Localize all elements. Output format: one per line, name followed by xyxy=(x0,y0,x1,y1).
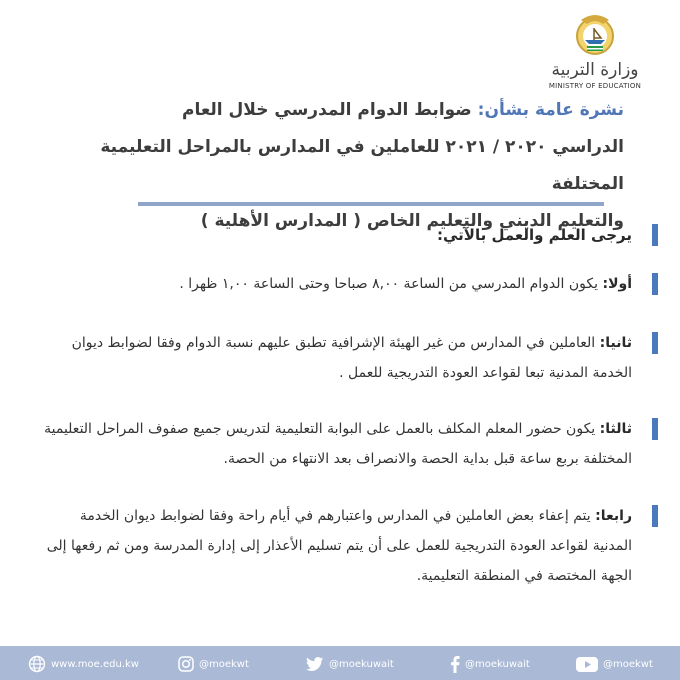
accent-bar xyxy=(652,273,658,295)
accent-bar xyxy=(652,224,658,246)
item-text: يتم إعفاء بعض العاملين في المدارس واعتبارهم في أيام راحة وفقا لضوابط ديوان الخدمة المدنية لقواعد العودة التدريجية للعمل على أن يتم تسليم الأعذار إلى إدارة المدرسة ومن ثم رفعها إلى الجهة المختصة في المنطقة التعليمية. xyxy=(46,508,632,584)
title-line-2: الدراسي ٢٠٢٠ / ٢٠٢١ للعاملين في المدارس بالمراحل التعليمية المختلفة xyxy=(100,137,624,194)
twitter-icon xyxy=(306,656,324,672)
item-label: رابعا: xyxy=(595,508,632,524)
list-item xyxy=(42,414,632,474)
item-text: العاملين في المدارس من غير الهيئة الإشرافية تطبق عليهم نسبة الدوام وفقا لضوابط ديوان الخدمة المدنية تبعا لقواعد العودة التدريجية للعمل . xyxy=(71,335,632,381)
facebook-handle[interactable]: @moekuwait xyxy=(465,658,530,670)
item-label: ثالثا: xyxy=(599,421,632,437)
logo-arabic-name: وزارة التربية xyxy=(551,60,639,80)
item-label: ثانيا: xyxy=(599,335,632,351)
bulletin-title xyxy=(64,92,624,240)
title-label: نشرة عامة بشأن: xyxy=(477,100,624,120)
footer-bar xyxy=(0,646,680,680)
instagram-handle[interactable]: @moekwt xyxy=(199,658,249,670)
footer-website[interactable] xyxy=(28,655,139,673)
instagram-icon xyxy=(178,656,194,672)
list-item xyxy=(42,328,632,388)
intro-text: يرجى العلم والعمل بالآتي: xyxy=(437,226,632,244)
footer-youtube[interactable] xyxy=(576,655,653,673)
item-text: يكون الدوام المدرسي من الساعة ٨,٠٠ صباحا وحتى الساعة ١,٠٠ ظهرا . xyxy=(179,276,599,292)
title-line-1-text: ضوابط الدوام المدرسي خلال العام xyxy=(181,100,472,120)
list-item xyxy=(42,501,632,591)
list-item xyxy=(42,269,632,299)
youtube-handle[interactable]: @moekwt xyxy=(603,658,653,670)
item-text: يكون حضور المعلم المكلف بالعمل على البوابة التعليمية لتدريس جميع صفوف المراحل التعليمية المختلفة بربع ساعة قبل بداية الحصة والانصراف بعد الانتهاء من الحصة. xyxy=(44,421,632,467)
website-link[interactable]: www.moe.edu.kw xyxy=(51,658,139,670)
accent-bar xyxy=(652,418,658,440)
item-label: أولا: xyxy=(602,276,632,292)
footer-twitter[interactable] xyxy=(306,655,394,673)
accent-bar xyxy=(652,332,658,354)
logo-english-name: MINISTRY OF EDUCATION xyxy=(548,82,642,90)
title-divider xyxy=(138,202,604,206)
globe-icon xyxy=(28,655,46,673)
youtube-icon xyxy=(576,657,598,672)
kuwait-emblem-icon xyxy=(573,10,617,58)
accent-bar xyxy=(652,505,658,527)
footer-instagram[interactable] xyxy=(178,655,249,673)
twitter-handle[interactable]: @moekuwait xyxy=(329,658,394,670)
title-line-1 xyxy=(64,92,624,129)
facebook-icon xyxy=(450,656,460,673)
title-line-3: والتعليم الديني والتعليم الخاص ( المدارس الأهلية ) xyxy=(200,211,624,231)
footer-facebook[interactable] xyxy=(450,655,530,673)
